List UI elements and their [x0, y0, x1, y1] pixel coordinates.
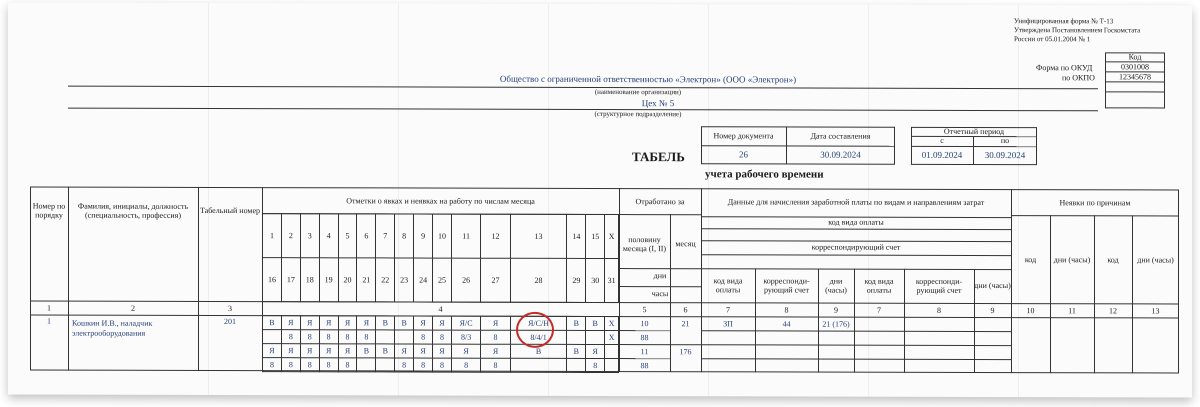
att-r2-cell-1 [263, 330, 282, 344]
att-r3-cell-15: Я [586, 344, 605, 358]
day-header-top-6: 6 [357, 214, 376, 258]
att-r2-cell-11: 8/3 [451, 330, 480, 344]
day-header-top-5: 5 [338, 214, 357, 258]
att-r1-cell-3: Я [300, 316, 319, 330]
organization-name: Общество с ограниченной ответственностью «Электрон» (ООО «Электрон») [499, 73, 797, 85]
period-from-label: с [940, 136, 944, 146]
day-header-bottom-3: 18 [300, 258, 319, 302]
day-header-top-1: 1 [263, 214, 282, 258]
header-corr-2: корреспонди-рующий счет [915, 276, 963, 295]
day-header-bottom-6: 21 [357, 258, 376, 302]
day-header-bottom-11: 26 [451, 258, 480, 302]
month-hours: 176 [679, 347, 692, 357]
period-to: 30.09.2024 [984, 150, 1026, 161]
att-r1-cell-9: Я [414, 316, 433, 330]
att-r4-cell-12: 8 [481, 358, 510, 372]
att-r3-cell-4: Я [319, 344, 338, 358]
employee-number: 1 [47, 316, 51, 326]
col-number-7a: 7 [726, 305, 730, 315]
month-days: 21 [681, 319, 690, 329]
days-header-grid [262, 213, 619, 303]
att-r4-cell-14 [567, 358, 586, 372]
document-title: ТАБЕЛЬ [632, 149, 685, 165]
doc-date-label: Дата составления [810, 131, 871, 141]
col-number-13: 13 [1151, 306, 1160, 316]
att-r2-cell-14 [567, 330, 586, 344]
att-r2-cell-5: 8 [338, 330, 357, 344]
att-r1-cell-5: Я [338, 316, 357, 330]
header-hours: часы [651, 289, 669, 299]
att-r4-cell-11: 8 [451, 358, 480, 372]
header-month: месяц [675, 239, 696, 249]
att-r2-cell-2: 8 [281, 330, 300, 344]
col-number-12: 12 [1109, 306, 1117, 316]
form-header-line2: Утверждена Постановлением Госкомстата [1014, 26, 1141, 35]
day-header-top-9: 9 [414, 214, 433, 258]
okpo-value: 12345678 [1119, 72, 1151, 82]
att-r1-cell-6: Я [357, 316, 376, 330]
header-marks: Отметки о явках и неявках на работу по числам месяца [346, 196, 535, 207]
header-absences: Неявки по причинам [1059, 198, 1131, 208]
att-r4-cell-5: 8 [338, 358, 357, 372]
header-days-hours-1: дни (часы) [825, 276, 847, 295]
header-number: Номер по порядку [32, 201, 66, 220]
att-r2-cell-13: 8/4/1 [510, 330, 567, 344]
header-absence-code-2: код [1107, 255, 1119, 265]
att-r4-cell-16 [605, 359, 619, 373]
half2-days: 11 [640, 347, 649, 357]
att-r1-cell-8: В [395, 316, 414, 330]
att-r4-cell-9: 8 [414, 358, 433, 372]
document-subtitle: учета рабочего времени [705, 168, 824, 181]
att-r3-cell-5: Я [338, 344, 357, 358]
att-r1-cell-14: В [567, 316, 586, 330]
day-header-top-15: 15 [586, 214, 605, 258]
day-header-top-14: 14 [567, 214, 586, 258]
header-pay-data: Данные для начисления заработной платы по видам и направлениям затрат [727, 197, 985, 208]
okud-value: 0301008 [1121, 62, 1149, 72]
header-pay-type-2: код вида оплаты [864, 276, 894, 295]
pay-code-value: ЗП [723, 319, 733, 329]
day-header-top-4: 4 [319, 214, 338, 258]
col-number-8a: 8 [784, 305, 789, 315]
doc-date: 30.09.2024 [820, 149, 861, 161]
att-r3-cell-8: Я [395, 344, 414, 358]
days-hours-value: 21 (176) [822, 319, 850, 329]
att-r1-cell-12: Я [481, 316, 510, 330]
att-r2-cell-9: 8 [414, 330, 433, 344]
attendance-row-4 [263, 358, 619, 373]
att-r1-cell-10: Я [433, 316, 452, 330]
header-days: дни [653, 271, 667, 281]
att-r1-cell-1: В [263, 316, 282, 330]
att-r2-cell-4: 8 [319, 330, 338, 344]
unit-caption: (структурное подразделение) [594, 110, 682, 119]
header-pay-type-1: код вида оплаты [713, 276, 743, 295]
unit-name: Цех № 5 [641, 97, 675, 109]
col-number-8b: 8 [937, 305, 941, 315]
day-header-bottom-2: 17 [281, 258, 300, 302]
att-r3-cell-2: Я [281, 344, 300, 358]
att-r4-cell-7 [376, 358, 395, 372]
kod-label: Код [1128, 52, 1142, 62]
attendance-row-1 [263, 316, 619, 331]
att-r4-cell-2: 8 [281, 358, 300, 372]
doc-number-label: Номер документа [713, 131, 774, 141]
day-header-bottom-16: 31 [605, 259, 619, 303]
day-header-top-11: 11 [451, 214, 480, 258]
timesheet-form [8, 2, 1192, 397]
day-header-top-7: 7 [376, 214, 395, 258]
organization-caption: (наименование организации) [594, 88, 682, 97]
att-r2-cell-16: X [605, 331, 619, 345]
form-header-line1: Унифицированная форма № Т-13 [1014, 17, 1114, 26]
half1-hours: 88 [640, 333, 649, 343]
col-number-1: 1 [47, 303, 51, 313]
att-r1-cell-2: Я [281, 316, 300, 330]
header-days-hours-2: дни (часы) [974, 281, 1011, 291]
day-header-top-13: 13 [510, 214, 567, 258]
day-header-top-10: 10 [433, 214, 452, 258]
col-number-9b: 9 [990, 305, 995, 315]
att-r3-cell-14: В [567, 344, 586, 358]
col-number-5: 5 [642, 305, 647, 315]
attendance-grid [262, 315, 619, 373]
day-header-top-12: 12 [481, 214, 510, 258]
day-header-bottom-12: 27 [481, 258, 510, 302]
day-header-bottom-4: 19 [319, 258, 338, 302]
day-header-bottom-15: 30 [586, 258, 605, 302]
att-r1-cell-15: В [586, 316, 605, 330]
header-tab-number: Табельный номер [199, 206, 261, 216]
corr-account-value: 44 [782, 319, 791, 329]
day-header-bottom-7: 22 [376, 258, 395, 302]
day-header-top-8: 8 [395, 214, 414, 258]
att-r4-cell-6 [357, 358, 376, 372]
day-header-bottom-8: 23 [395, 258, 414, 302]
att-r3-cell-10: Я [433, 344, 452, 358]
att-r3-cell-6: В [357, 344, 376, 358]
att-r4-cell-1: 8 [263, 358, 282, 372]
att-r2-cell-3: 8 [300, 330, 319, 344]
employee-name: Кошкин И.В., наладчик электрооборудования [72, 318, 153, 338]
header-absence-days-1: дни (часы) [1053, 255, 1091, 265]
period-from: 01.09.2024 [921, 150, 963, 161]
day-header-bottom-9: 24 [414, 258, 433, 302]
att-r3-cell-3: Я [300, 344, 319, 358]
col-number-6: 6 [683, 305, 688, 315]
header-pay-code: код вида оплаты [828, 218, 884, 228]
col-number-3: 3 [228, 303, 232, 313]
half1-days: 10 [640, 319, 649, 329]
highlight-oval [516, 312, 554, 348]
col-number-2: 2 [131, 303, 135, 313]
att-r4-cell-10: 8 [433, 358, 452, 372]
half2-hours: 88 [640, 361, 649, 371]
att-r1-cell-16: X [605, 317, 619, 331]
header-corr-1: корреспонди-рующий счет [763, 276, 810, 295]
period-label: Отчетный период [943, 126, 1005, 136]
attendance-row-3 [263, 344, 619, 359]
att-r3-cell-7: В [376, 344, 395, 358]
day-header-top-2: 2 [281, 214, 300, 258]
col-number-11: 11 [1068, 306, 1076, 316]
att-r3-cell-13: В [510, 344, 567, 358]
day-header-bottom-14: 29 [567, 258, 586, 302]
col-number-9a: 9 [834, 305, 838, 315]
att-r3-cell-11: Я [451, 344, 480, 358]
att-r3-cell-9: Я [414, 344, 433, 358]
col-number-10: 10 [1026, 306, 1035, 316]
att-r2-cell-7 [376, 330, 395, 344]
att-r4-cell-3: 8 [300, 358, 319, 372]
day-header-bottom-10: 25 [433, 258, 452, 302]
att-r4-cell-15: 8 [586, 358, 605, 372]
att-r1-cell-11: Я/С [451, 316, 480, 330]
att-r1-cell-13: Я/С/Н [510, 316, 567, 330]
employee-tab-number: 201 [224, 317, 236, 327]
form-header-line3: России от 05.01.2004 № 1 [1014, 35, 1091, 44]
period-to-label: по [1000, 136, 1010, 146]
att-r2-cell-6: 8 [357, 330, 376, 344]
day-header-top-16: X [605, 215, 619, 259]
header-half-month: половину месяца (I, II) [622, 234, 667, 254]
att-r2-cell-15 [586, 330, 605, 344]
header-name: Фамилия, инициалы, должность (специальность, профессия) [77, 201, 189, 220]
att-r1-cell-7: В [376, 316, 395, 330]
okpo-label: по ОКПО [1062, 73, 1095, 83]
header-absence-code-1: код [1024, 255, 1037, 265]
header-absence-days-2: дни (часы) [1137, 255, 1174, 265]
okud-label: Форма по ОКУД [1036, 63, 1093, 73]
day-header-bottom-13: 28 [510, 258, 567, 302]
col-number-7b: 7 [877, 305, 881, 315]
att-r3-cell-12: Я [481, 344, 510, 358]
att-r1-cell-4: Я [319, 316, 338, 330]
att-r2-cell-12: 8 [481, 330, 510, 344]
att-r3-cell-1: Я [263, 344, 282, 358]
att-r4-cell-8: 8 [395, 358, 414, 372]
col-number-4: 4 [438, 304, 443, 314]
header-worked: Отработано за [635, 197, 685, 207]
att-r2-cell-8 [395, 330, 414, 344]
attendance-row-2 [263, 330, 619, 345]
att-r2-cell-10: 8 [433, 330, 452, 344]
att-r4-cell-13 [510, 358, 567, 372]
doc-number: 26 [739, 149, 748, 160]
att-r3-cell-16 [605, 345, 619, 359]
header-corr-account: корреспондирующий счет [811, 242, 901, 253]
day-header-bottom-1: 16 [263, 258, 282, 302]
att-r4-cell-4: 8 [319, 358, 338, 372]
day-header-top-3: 3 [300, 214, 319, 258]
day-header-bottom-5: 20 [338, 258, 357, 302]
